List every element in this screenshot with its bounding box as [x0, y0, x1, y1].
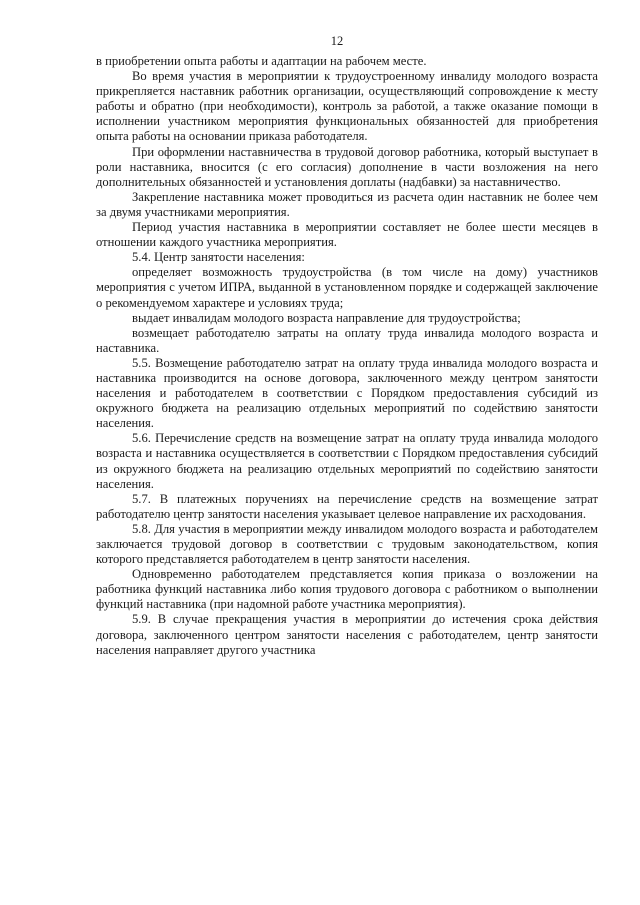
- section-5-8: 5.8. Для участия в мероприятии между инвалидом молодого возраста и работодателем заключается трудовой договор в соответствии с трудовым законодательством, копия которого представляется работодателем в центр занятости населения.: [96, 521, 598, 567]
- document-body: [96, 54, 598, 658]
- section-5-5: 5.5. Возмещение работодателю затрат на оплату труда инвалида молодого возраста и наставника производится на основе договора, заключенного между центром занятости населения и работодателем в соответствии с Порядком предоставления субсидий из окружного бюджета на реализацию отдельных мероприятий по содействию занятости населения.: [96, 355, 598, 431]
- page-number: 12: [330, 34, 344, 48]
- list-item-reimburses: возмещает работодателю затраты на оплату труда инвалида молодого возраста и наставника.: [96, 325, 598, 355]
- paragraph-mentor-period: Период участия наставника в мероприятии составляет не более шести месяцев в отношении каждого участника мероприятия.: [96, 220, 598, 250]
- paragraph-continuation: в приобретении опыта работы и адаптации на рабочем месте.: [96, 54, 427, 68]
- section-5-6: 5.6. Перечисление средств на возмещение затрат на оплату труда инвалида молодого возраста и наставника осуществляется в соответствии с Порядком предоставления субсидий из окружного бюджета на реализацию отдельных мероприятий по содействию занятости населения.: [96, 431, 598, 491]
- section-5-4-heading: 5.4. Центр занятости населения:: [132, 250, 305, 265]
- list-item-determines: определяет возможность трудоустройства (в том числе на дому) участников мероприятия с учетом ИПРА, выданной в установленном порядке и содержащей заключение о рекомендуемом характере и условиях труда;: [96, 265, 598, 310]
- paragraph-simultaneous-order: Одновременно работодателем представляется копия приказа о возложении на работника функций наставника либо копия трудового договора с работником о выполнении функций наставника (при надомной работе участника мероприятия).: [96, 567, 598, 612]
- list-item-issues-referral: выдает инвалидам молодого возраста направление для трудоустройства;: [132, 310, 521, 325]
- paragraph-mentor-ratio: Закрепление наставника может проводиться из расчета один наставник не более чем за двумя участниками мероприятия.: [96, 189, 598, 219]
- section-5-9: 5.9. В случае прекращения участия в мероприятии до истечения срока действия договора, заключенного центром занятости населения с работодателем, центр занятости населения направляет другого участника: [96, 612, 598, 657]
- paragraph-mentorship-contract: При оформлении наставничества в трудовой договор работника, который выступает в роли наставника, вносится (с его согласия) дополнение в части возложения на него дополнительных обязанностей и установления доплаты (надбавки) за наставничество.: [96, 144, 598, 189]
- section-5-7: 5.7. В платежных поручениях на перечисление средств на возмещение затрат работодателю центр занятости населения указывает целевое направление их расходования.: [96, 491, 598, 521]
- paragraph-mentor-assignment: Во время участия в мероприятии к трудоустроенному инвалиду молодого возраста прикрепляется наставник работник организации, осуществляющий сопровождение к месту работы и обратно (при необходимости), контроль за работой, а также оказание помощи в исполнении участником мероприятия функциональных обязанностей для приобретения опыта работы на основании приказа работодателя.: [96, 69, 598, 144]
